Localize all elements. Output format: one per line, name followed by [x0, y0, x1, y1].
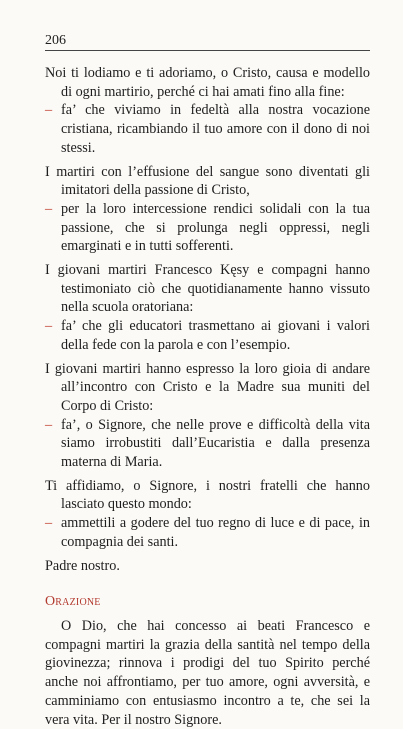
- intercession-statement: I giovani martiri Francesco Kęsy e compagni hanno testimoniato ciò che quotidianamente hanno vissuto nella scuola oratoriana:: [45, 262, 370, 316]
- intercession-response-text: fa’, o Signore, che nelle prove e difficoltà della vita siamo irrobustiti dall’Eucaristia e dalla presenza materna di Maria.: [61, 416, 370, 471]
- intercession-statement: I martiri con l’effusione del sangue sono diventati gli imitatori della passione di Cristo,: [45, 163, 370, 199]
- closing-prayer: Padre nostro.: [45, 557, 120, 574]
- intercession-response: [45, 514, 370, 551]
- intercession-response-text: fa’ che gli educatori trasmettano ai giovani i valori della fede con la parola e con l’esempio.: [61, 318, 370, 353]
- intercession-response: [45, 101, 370, 157]
- intercession-response: [45, 200, 370, 256]
- intercession-statement: Noi ti lodiamo e ti adoriamo, o Cristo, causa e modello di ogni martirio, perché ci hai amati fino alla fine:: [45, 65, 370, 100]
- page-content: [45, 64, 370, 729]
- intercession-response-text: ammettili a godere del tuo regno di luce e di pace, in compagnia dei santi.: [61, 515, 370, 550]
- intercession-response: [45, 317, 370, 354]
- oration-title: Orazione: [45, 594, 101, 610]
- page-number: 206: [45, 33, 66, 48]
- response-dash: –: [45, 318, 53, 335]
- intercession-statement: Ti affidiamo, o Signore, i nostri fratelli che hanno lasciato questo mondo:: [45, 477, 370, 513]
- page-header: [45, 33, 370, 52]
- header-rule: [45, 50, 370, 51]
- intercession-statement: I giovani martiri hanno espresso la loro gioia di andare all’incontro con Cristo e la Madre sua muniti del Corpo di Cristo:: [45, 360, 370, 414]
- intercession-response-text: fa’ che viviamo in fedeltà alla nostra vocazione cristiana, ricambiando il tuo amore con il dono di noi stessi.: [61, 102, 370, 156]
- response-dash: –: [45, 515, 53, 532]
- response-dash: –: [45, 102, 53, 119]
- intercession-response: [45, 416, 370, 472]
- response-dash: –: [45, 200, 53, 217]
- intercession-response-text: per la loro intercessione rendici solidali con la tua passione, che si prolunga negli oppressi, negli emarginati e in tutti sofferenti.: [61, 200, 370, 255]
- oration-text: O Dio, che hai concesso ai beati Francesco e compagni martiri la grazia della santità nel tempo della giovinezza; rinnova i prodigi del tuo Spirito perché anche noi affrontiamo, per tuo amore, ogni avversità, e camminiamo con entusiasmo incontro a te, che sei la vera vita. Per il nostro Signore.: [45, 617, 370, 728]
- response-dash: –: [45, 416, 53, 433]
